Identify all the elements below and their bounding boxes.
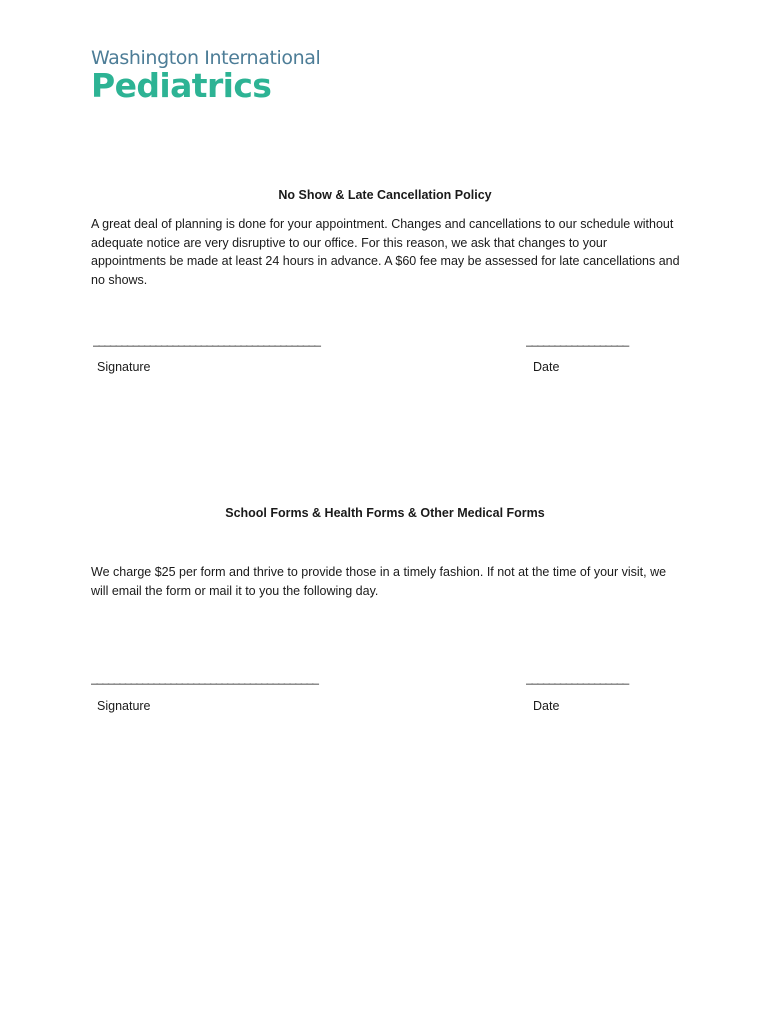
signature-line-1[interactable]: ________________________________________ (93, 333, 320, 347)
medical-forms-text: We charge $25 per form and thrive to provide those in a timely fashion. If not at the time of your visit, we will email the form or mail it to you the following day. (91, 565, 667, 598)
date-label-2: Date (533, 699, 560, 713)
date-label-1: Date (533, 360, 560, 374)
date-line-2[interactable]: __________________ (526, 671, 629, 685)
medical-forms-heading: School Forms & Health Forms & Other Medical Forms (225, 506, 545, 520)
signature-label-2: Signature (97, 699, 151, 713)
no-show-policy-text: A great deal of planning is done for your appointment. Changes and cancellations to our schedule without adequate notice are very disruptive to our office. For this reason, we ask that changes to your appointments be made at least 24 hours in advance. A $60 fee may be assessed for late cancellations and no shows. (91, 217, 680, 288)
signature-line-2[interactable]: ________________________________________ (91, 671, 318, 685)
logo-text-pediatrics: Pediatrics (91, 66, 272, 105)
signature-label-1: Signature (97, 360, 151, 374)
no-show-policy-heading: No Show & Late Cancellation Policy (278, 188, 492, 202)
date-line-1[interactable]: __________________ (526, 333, 629, 347)
practice-logo (91, 46, 320, 104)
logo-text-washington-international: Washington International (91, 47, 321, 69)
